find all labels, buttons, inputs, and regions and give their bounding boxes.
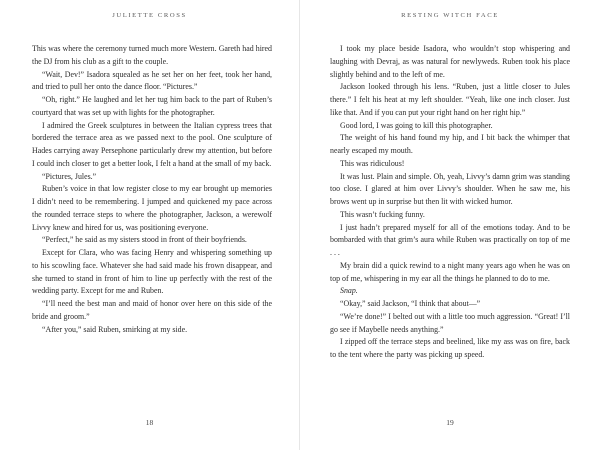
paragraph: “Okay,” said Jackson, “I think that about—” [340, 299, 481, 308]
paragraph: Good lord, I was going to kill this photographer. [340, 120, 493, 130]
paragraph: I admired the Greek sculptures in between the Italian cypress trees that bordered the terrace area as we passed next to the pool. One sculpture of Hades carrying away Persephone particularly drew my attention, but before I could inch closer to get a better look, I felt a hand at the small of my back. [32, 120, 272, 168]
paragraph: “Oh, right.” He laughed and let her tug him back to the part of Ruben’s courtyard that was set up with lights for the photographer. [32, 95, 272, 117]
paragraph: “Pictures, Jules.” [42, 171, 97, 181]
left-page-number: 18 [145, 418, 154, 427]
paragraph: Snap. [340, 286, 358, 296]
paragraph: “Wait, Dev!” Isadora squealed as he set her on her feet, took her hand, and tried to pull her onto the dance floor. “Pictures.” [32, 69, 272, 92]
paragraph: My brain did a quick rewind to a night many years ago when he was on top of me, whispering in my ear all the things he planned to do to me. [330, 260, 570, 283]
right-page-number: 19 [446, 418, 454, 427]
paragraph: “I’ll need the best man and maid of honor over here on this side of the bride and groom.” [32, 299, 272, 321]
right-running-head: RESTING WITCH FACE [401, 12, 499, 19]
paragraph: The weight of his hand found my hip, and I bit back the whimper that nearly escaped my mouth. [330, 133, 570, 155]
paragraph: I zipped off the terrace steps and beelined, like my ass was on fire, back to the tent where the party was picking up speed. [330, 337, 570, 359]
paragraph: This was ridiculous! [340, 158, 405, 168]
paragraph: Ruben’s voice in that low register close to my ear brought up memories I didn’t need to be remembering. I jumped and quickened my pace across the rounded terrace steps to where the photographer, Jackson, a werewolf Livvy knew and hired for us, was positioning everyone. [32, 184, 272, 232]
right-page-body [330, 43, 570, 362]
right-page [300, 0, 600, 450]
paragraph: I took my place beside Isadora, who wouldn’t stop whispering and laughing with Devraj, as was natural for newlyweds. Ruben took his place slightly behind and to the left of me. [330, 44, 570, 79]
paragraph: It was lust. Plain and simple. Oh, yeah, Livvy’s damn grim was standing too close. I glared at him over Livvy’s shoulder. When he saw me, his brows went up in surprise but then lit with wicked humor. [330, 171, 570, 206]
paragraph: I just hadn’t prepared myself for all of the emotions today. And to be bombarded with that grim’s aura while Ruben was practically on top of me . . . [330, 222, 570, 257]
paragraph: This was where the ceremony turned much more Western. Gareth had hired the DJ from his club as a gift to the couple. [32, 44, 272, 66]
paragraph: “Perfect,” he said as my sisters stood in front of their boyfriends. [42, 235, 247, 245]
left-page-body [32, 43, 272, 336]
paragraph: “After you,” said Ruben, smirking at my side. [42, 324, 188, 334]
paragraph: Except for Clara, who was facing Henry and whispering something up to his scowling face. Whatever she had said made his frown disappear, and she turned to stand in front of him to line up perfectly with the rest of the wedding party. Except for me and Ruben. [32, 248, 272, 296]
paragraph: Jackson looked through his lens. “Ruben, just a little closer to Jules there.” I felt his heat at my left shoulder. “Yeah, like one inch closer. Just like that. And if you can put your right hand on her right hip.” [330, 82, 570, 117]
paragraph: “We’re done!” I belted out with a little too much aggression. “Great! I’ll go see if Maybelle needs anything.” [330, 311, 570, 334]
paragraph: This wasn’t fucking funny. [340, 209, 425, 219]
left-running-head: JULIETTE CROSS [112, 12, 187, 19]
